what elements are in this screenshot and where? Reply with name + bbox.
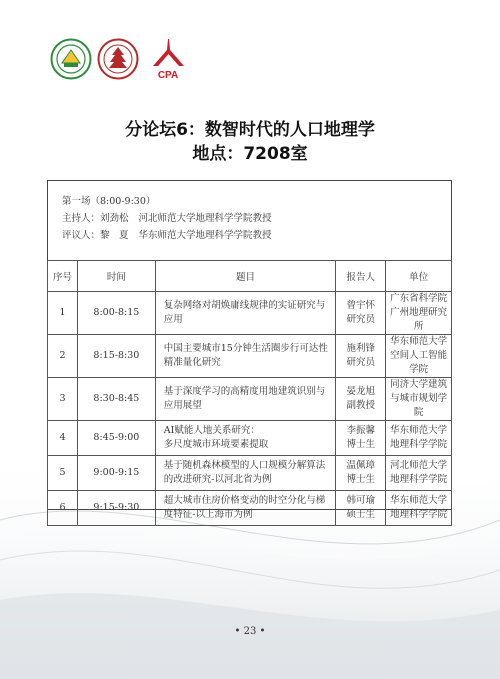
row-unit: 华东师范大学 空间人工智能学院 — [386, 335, 452, 378]
column-header-topic: 题目 — [155, 261, 336, 292]
row-time: 8:00-8:15 — [77, 292, 155, 335]
table-row — [48, 421, 452, 456]
row-number: 2 — [48, 335, 78, 378]
cpa-logo-icon — [147, 36, 189, 82]
svg-text:CPA: CPA — [157, 70, 179, 81]
row-time: 9:00-9:15 — [77, 456, 155, 491]
row-topic: 超大城市住房价格变动的时空分化与梯 度特征-以上海市为例 — [155, 491, 336, 526]
row-unit: 广东省科学院 广州地理研究所 — [386, 292, 452, 335]
table-row — [48, 378, 452, 421]
row-number: 1 — [48, 292, 78, 335]
forum-title: 分论坛6：数智时代的人口地理学 — [125, 120, 375, 140]
row-number: 6 — [48, 491, 78, 526]
row-speaker: 韩可瑜 硕士生 — [336, 491, 386, 526]
row-topic: 基于深度学习的高精度用地建筑识别与 应用展望 — [155, 378, 336, 421]
session-name: 第一场（8:00-9:30） — [62, 196, 156, 207]
row-topic: 复杂网络对胡焕庸线规律的实证研究与 应用 — [155, 292, 336, 335]
session-host: 主持人：刘劲松 河北师范大学地理科学学院教授 — [62, 213, 272, 224]
row-unit: 河北师范大学 地理科学学院 — [386, 456, 452, 491]
red-seal-logo-icon — [97, 38, 139, 80]
session-info — [62, 193, 272, 244]
row-speaker: 温佩璋 博士生 — [336, 456, 386, 491]
green-seal-logo-icon — [50, 38, 92, 80]
column-header-unit: 单位 — [386, 261, 452, 292]
table-row — [48, 335, 452, 378]
table-header-row — [48, 261, 452, 292]
table-row — [48, 456, 452, 491]
schedule-table — [47, 260, 452, 526]
forum-title-block — [0, 118, 500, 166]
row-time: 8:30-8:45 — [77, 378, 155, 421]
forum-location: 地点：7208室 — [192, 144, 308, 164]
column-header-number: 序号 — [48, 261, 78, 292]
schedule-frame — [47, 180, 452, 520]
row-number: 4 — [48, 421, 78, 456]
row-number: 5 — [48, 456, 78, 491]
row-unit: 同济大学建筑 与城市规划学院 — [386, 378, 452, 421]
session-reviewer: 评议人：黎 夏 华东师范大学地理科学学院教授 — [62, 230, 272, 241]
table-row — [48, 491, 452, 526]
row-speaker: 施利锋 研究员 — [336, 335, 386, 378]
row-topic: 中国主要城市15分钟生活圈步行可达性 精准量化研究 — [155, 335, 336, 378]
row-topic: 基于随机森林模型的人口规模分解算法 的改进研究-以河北省为例 — [155, 456, 336, 491]
table-row — [48, 292, 452, 335]
row-time: 8:45-9:00 — [77, 421, 155, 456]
organizer-logos — [50, 38, 190, 88]
column-header-time: 时间 — [77, 261, 155, 292]
column-header-speaker: 报告人 — [336, 261, 386, 292]
row-time: 9:15-9:30 — [77, 491, 155, 526]
row-topic: AI赋能人地关系研究： 多尺度城市环境要素提取 — [155, 421, 336, 456]
page-number: • 23 • — [234, 626, 266, 637]
row-speaker: 晏龙旭 副教授 — [336, 378, 386, 421]
row-unit: 华东师范大学 地理科学学院 — [386, 491, 452, 526]
row-time: 8:15-8:30 — [77, 335, 155, 378]
row-unit: 华东师范大学 地理科学学院 — [386, 421, 452, 456]
row-speaker: 曾宇怀 研究员 — [336, 292, 386, 335]
row-number: 3 — [48, 378, 78, 421]
row-speaker: 李振馨 博士生 — [336, 421, 386, 456]
